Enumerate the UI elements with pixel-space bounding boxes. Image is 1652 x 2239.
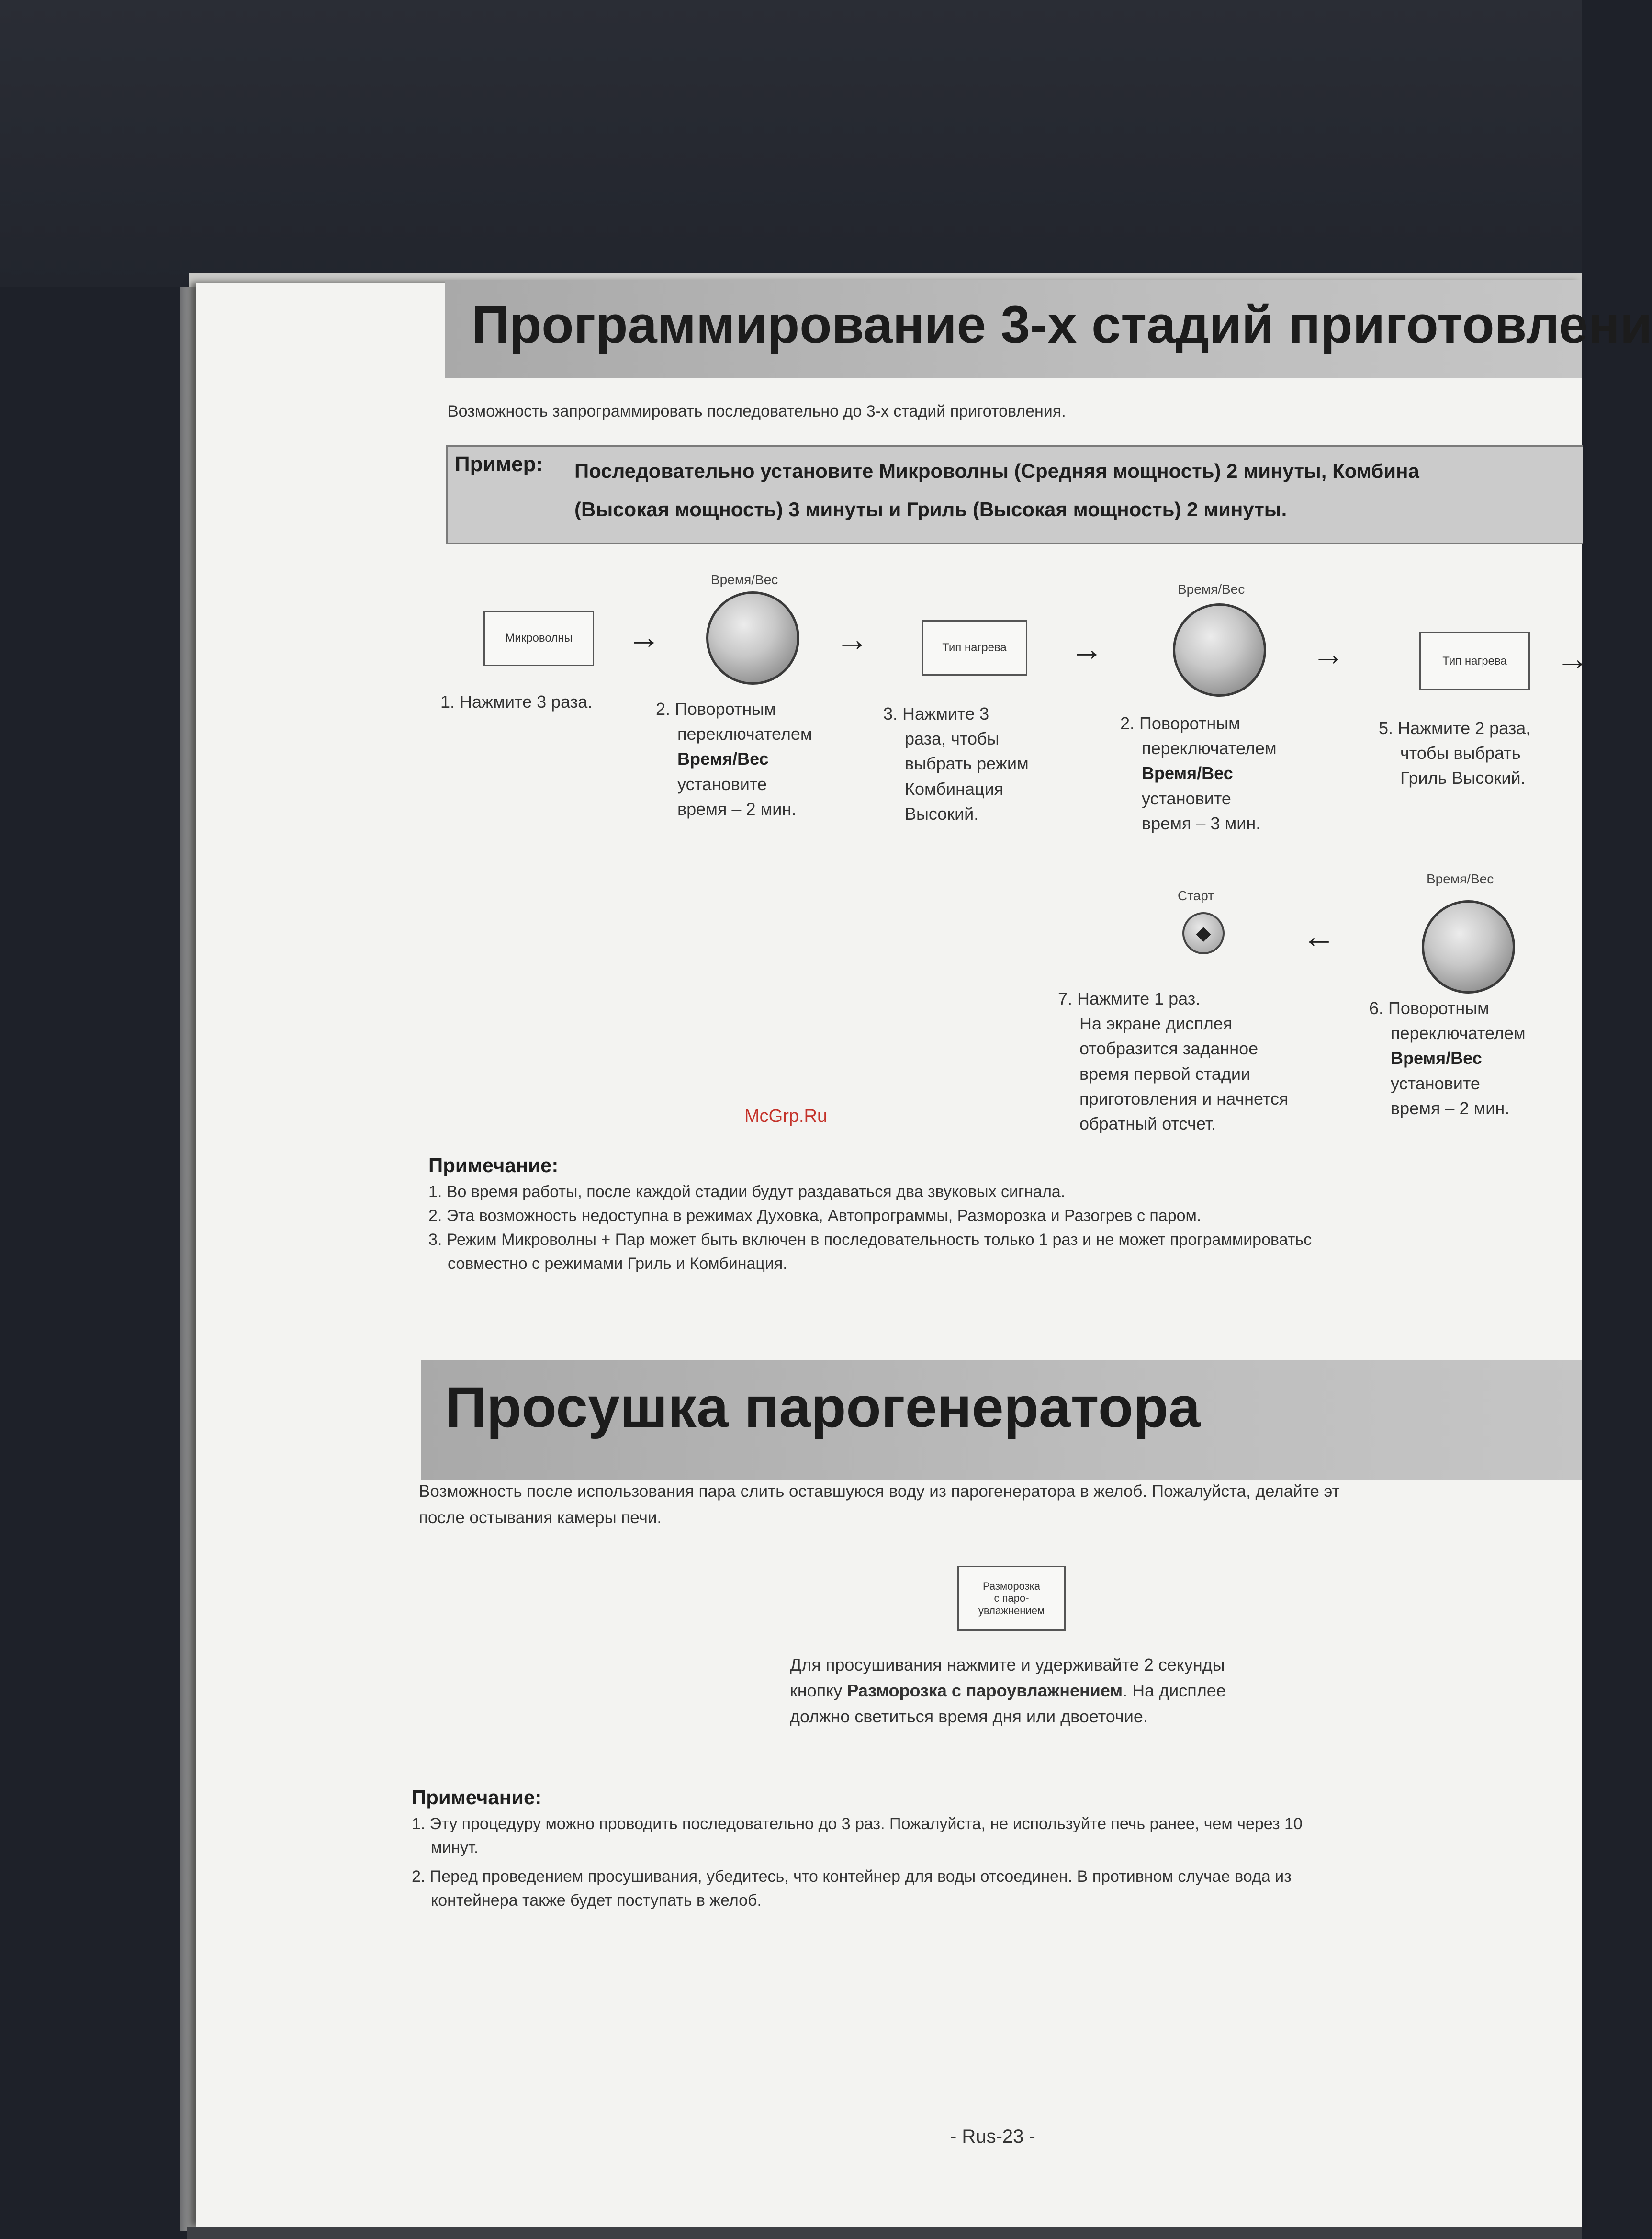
- step-5-line-3: Гриль Высокий.: [1400, 768, 1526, 788]
- section2-intro-2: после остывания камеры печи.: [419, 1508, 662, 1527]
- section1-note-3-cont: совместно с режимами Гриль и Комбинация.: [448, 1255, 787, 1273]
- drying-text-post: . На дисплее должно светиться время дня или двоеточие.: [790, 1681, 1226, 1726]
- section2-note-2: 2. Перед проведением просушивания, убедитесь, что контейнер для воды отсоединен. В противном случае вода из: [412, 1867, 1292, 1886]
- step-2a-line-5: время – 2 мин.: [677, 799, 797, 819]
- step-7-line-1: 7. Нажмите 1 раз.: [1058, 989, 1201, 1008]
- step-3-text: [883, 701, 1029, 826]
- section2-note-1: 1. Эту процедуру можно проводить последовательно до 3 раз. Пожалуйста, не используйте печь ранее, чем через 10: [412, 1815, 1303, 1833]
- page-number: - Rus-23 -: [950, 2126, 1035, 2147]
- step-2b-bold: Время/Вес: [1142, 763, 1233, 783]
- step-2a-line-3: [656, 746, 812, 771]
- step-1-line: 1. Нажмите 3 раза.: [440, 692, 593, 712]
- section1-title: Программирование 3-х стадий приготовлени: [472, 295, 1652, 354]
- step-2a-line-2: переключателем: [677, 724, 812, 744]
- microwave-button: Микроволны: [483, 611, 594, 666]
- section2-intro-1: Возможность после использования пара слить оставшуюся воду из парогенератора в желоб. Пожалуйста, делайте эт: [419, 1482, 1340, 1501]
- arrow-right-3: →: [1070, 630, 1103, 667]
- step-3-line-2: раза, чтобы: [905, 729, 1000, 749]
- arrow-right-4: →: [1312, 635, 1345, 672]
- step-2b-line-2: переключателем: [1142, 738, 1277, 758]
- step-7-line-5: приготовления и начнется: [1079, 1088, 1289, 1108]
- step-3-line-4: Комбинация: [905, 779, 1004, 799]
- step-2b-line-1: 2. Поворотным: [1120, 713, 1240, 733]
- section2-note-2-cont: контейнера также будет поступать в желоб.: [431, 1891, 762, 1910]
- step-7-line-4: время первой стадии: [1079, 1063, 1251, 1084]
- time-weight-label-2: Время/Вес: [1178, 582, 1245, 597]
- step-6-line-2: переключателем: [1391, 1023, 1526, 1043]
- step-2a-line-1: 2. Поворотным: [656, 699, 776, 719]
- step-2b-line-4: установите: [1142, 788, 1231, 808]
- step-2b-line-3: [1120, 761, 1277, 786]
- step-6-text: [1369, 996, 1526, 1121]
- step-7-text: [1058, 986, 1288, 1136]
- step-6-line-1: 6. Поворотным: [1369, 998, 1489, 1018]
- watermark: McGrp.Ru: [744, 1106, 828, 1126]
- step-1-text: [440, 690, 592, 714]
- time-weight-label-3: Время/Вес: [1427, 871, 1494, 886]
- heat-type-button-1: Тип нагрева: [922, 620, 1027, 676]
- start-button-icon: ◆: [1182, 912, 1225, 954]
- step-7-line-6: обратный отсчет.: [1079, 1113, 1216, 1133]
- defrost-steam-line-3: увлажнением: [978, 1604, 1045, 1617]
- step-7-line-3: отобразится заданное: [1079, 1039, 1259, 1059]
- arrow-right-2: →: [835, 621, 869, 658]
- step-6-bold: Время/Вес: [1391, 1048, 1482, 1068]
- section2-title: Просушка парогенератора: [445, 1375, 1201, 1439]
- time-weight-knob-3: [1422, 900, 1515, 994]
- step-2a-line-4: установите: [677, 774, 767, 794]
- step-3-line-1: 3. Нажмите 3: [883, 704, 989, 724]
- time-weight-knob-2: [1173, 603, 1266, 697]
- drying-text-pre: Для просушивания нажмите и удерживайте 2 секунды кнопку: [790, 1655, 1225, 1700]
- step-3-line-3: выбрать режим: [905, 754, 1029, 774]
- step-5-line-1: 5. Нажмите 2 раза,: [1379, 718, 1531, 738]
- step-6-line-3: [1369, 1046, 1526, 1071]
- manual-page: [196, 283, 1582, 2227]
- section2-note-1-cont: минут.: [431, 1839, 479, 1857]
- background-surface: [0, 0, 1582, 287]
- step-5-line-2: чтобы выбрать: [1400, 743, 1521, 763]
- step-6-line-5: время – 2 мин.: [1391, 1098, 1510, 1118]
- example-label: Пример:: [455, 452, 543, 476]
- arrow-right-1: →: [627, 618, 661, 656]
- drying-text-bold: Разморозка с пароувлажнением: [847, 1681, 1123, 1700]
- time-weight-label-1: Время/Вес: [711, 572, 778, 587]
- section1-note-title: Примечание:: [428, 1154, 559, 1176]
- page-left-edge: [180, 287, 199, 2231]
- example-line-2: (Высокая мощность) 3 минуты и Гриль (Высокая мощность) 2 минуты.: [574, 498, 1287, 520]
- time-weight-knob-1: [706, 591, 799, 685]
- step-2b-text: [1120, 711, 1277, 836]
- step-6-line-4: установите: [1391, 1073, 1480, 1093]
- step-2b-line-5: время – 3 мин.: [1142, 813, 1261, 833]
- step-2a-text: [656, 697, 812, 822]
- page-bottom-edge: [187, 2227, 1582, 2239]
- defrost-steam-line-2: с паро-: [994, 1592, 1029, 1605]
- step-2a-bold: Время/Вес: [677, 749, 769, 769]
- heat-type-button-2: Тип нагрева: [1419, 632, 1530, 690]
- example-line-1: Последовательно установите Микроволны (Средняя мощность) 2 минуты, Комбина: [574, 460, 1419, 482]
- section1-intro: Возможность запрограммировать последовательно до 3-х стадий приготовления.: [448, 402, 1066, 420]
- section1-note-3: 3. Режим Микроволны + Пар может быть включен в последовательность только 1 раз и не может программироватьс: [428, 1231, 1312, 1249]
- step-5-text: [1379, 716, 1530, 791]
- defrost-steam-line-1: Разморозка: [982, 1580, 1041, 1593]
- section1-note-1: 1. Во время работы, после каждой стадии будут раздаваться два звуковых сигнала.: [428, 1183, 1066, 1201]
- section2-note-title: Примечание:: [412, 1786, 542, 1809]
- start-label: Старт: [1178, 888, 1214, 903]
- section1-note-2: 2. Эта возможность недоступна в режимах Духовка, Автопрограммы, Разморозка и Разогрев с паром.: [428, 1207, 1202, 1225]
- step-7-line-2: На экране дисплея: [1079, 1014, 1233, 1034]
- defrost-steam-button: [957, 1566, 1066, 1631]
- arrow-right-5: →: [1556, 640, 1589, 677]
- drying-instruction: [790, 1652, 1245, 1730]
- arrow-left: ←: [1302, 917, 1336, 955]
- step-3-line-5: Высокий.: [905, 803, 979, 824]
